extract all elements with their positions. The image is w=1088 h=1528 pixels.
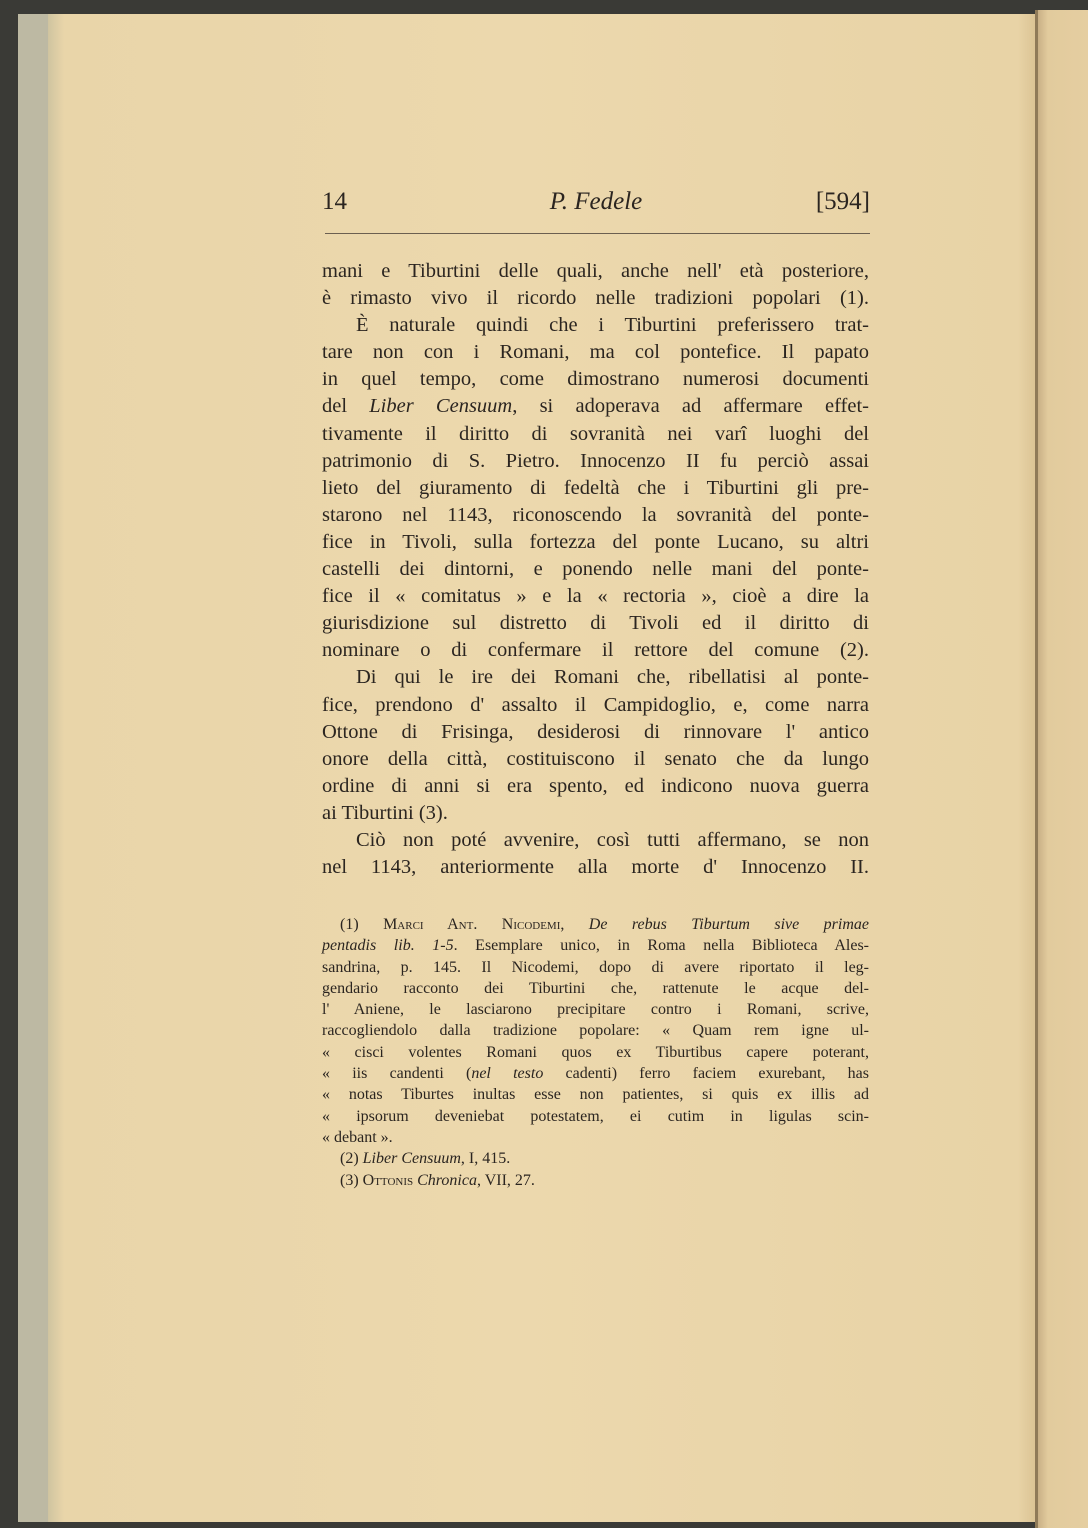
footnote-line: [322, 978, 869, 999]
text-segment: sandrina, p. 145. Il Nicodemi, dopo di avere riportato il leg-: [322, 958, 869, 976]
text-segment: « debant ».: [322, 1128, 393, 1146]
text-segment: fice, prendono d' assalto il Campidoglio, e, come narra: [322, 693, 869, 716]
text-segment: mani e Tiburtini delle quali, anche nell' età posteriore,: [322, 260, 869, 282]
page-fold: [1035, 10, 1038, 1528]
text-segment: fice il « comitatus » e la « rectoria », cioè a dire la: [322, 585, 869, 608]
text-segment: patrimonio di S. Pietro. Innocenzo II fu perciò assai: [322, 449, 869, 472]
text-segment: del: [322, 395, 370, 418]
next-page-edge: [1038, 10, 1088, 1528]
text-segment: (1): [340, 916, 384, 933]
text-segment: ordine di anni si era spento, ed indicono nuova guerra: [322, 774, 869, 797]
text-segment: starono nel 1143, riconoscendo la sovranità del ponte-: [322, 503, 869, 526]
body-line: [322, 475, 869, 502]
body-line: [322, 583, 869, 610]
footnote-line: [322, 957, 869, 978]
body-line: [322, 746, 869, 773]
body-line: [322, 285, 869, 312]
text-segment: (3): [340, 1171, 363, 1189]
text-segment: « iis candenti (: [322, 1065, 472, 1083]
footnote-line: [322, 1042, 869, 1063]
text-segment: onore della città, costituiscono il senato che da lungo: [322, 747, 869, 770]
text-segment: nel 1143, anteriormente alla morte d' Innocenzo II.: [322, 856, 869, 879]
text-segment: ai Tiburtini (3).: [322, 801, 448, 824]
text-segment: « cisci volentes Romani quos ex Tiburtibus capere poterant,: [322, 1043, 869, 1061]
text-segment: tare non con i Romani, ma col pontefice. Il papato: [322, 341, 869, 364]
text-segment: giurisdizione sul distretto di Tivoli ed il diritto di: [322, 612, 869, 635]
text-segment: l' Aniene, le lasciarono precipitare contro i Romani, scrive,: [322, 1001, 869, 1019]
text-segment: Ottone di Frisinga, desiderosi di rinnovare l' antico: [322, 720, 869, 743]
footnote-line: [322, 1020, 869, 1041]
body-line: [322, 773, 869, 800]
footnote-line: [322, 1063, 869, 1084]
body-line: [322, 366, 869, 393]
italic-text: pentadis lib. 1-5: [322, 937, 454, 955]
italic-text: Chronica: [417, 1171, 477, 1189]
footnote-line: [322, 1084, 869, 1105]
body-line: [322, 448, 869, 475]
text-segment: , VII, 27.: [476, 1171, 535, 1189]
body-line: [322, 719, 869, 746]
body-line: [322, 339, 869, 366]
text-segment: cadenti) ferro faciem exurebant, has: [543, 1065, 870, 1083]
text-segment: tivamente il diritto di sovranità nei varî luoghi del: [322, 422, 869, 445]
running-header: [322, 188, 870, 218]
footnote-line: [322, 935, 869, 956]
text-segment: gendario racconto dei Tiburtini che, rattenute le acque del-: [322, 979, 869, 997]
body-line: [322, 664, 869, 691]
italic-text: Liber Censuum: [369, 395, 513, 418]
body-line: [322, 637, 869, 664]
text-segment: Di qui le ire dei Romani che, ribellatisi al ponte-: [356, 666, 869, 689]
body-line: [322, 258, 869, 285]
body-line: [322, 556, 869, 583]
text-segment: castelli dei dintorni, e ponendo nelle mani del ponte-: [322, 558, 869, 581]
footnotes: [322, 914, 869, 1191]
text-segment: (2): [340, 1150, 363, 1168]
footnote-line: [322, 1148, 869, 1169]
text-segment: Ciò non poté avvenire, così tutti affermano, se non: [356, 828, 869, 851]
body-line: [322, 529, 869, 556]
footnote-line: [322, 914, 869, 935]
body-line: [322, 827, 869, 854]
body-line: [322, 800, 869, 827]
body-line: [322, 393, 869, 420]
text-segment: ,: [560, 916, 589, 933]
body-line: [322, 421, 869, 448]
binding-strip: [18, 14, 48, 1522]
body-text: [322, 258, 869, 881]
header-rule: [325, 233, 870, 234]
body-line: [322, 610, 869, 637]
text-segment: È naturale quindi che i Tiburtini preferissero trat-: [356, 314, 869, 337]
italic-text: De rebus Tiburtum sive primae: [588, 916, 869, 933]
text-segment: « notas Tiburtes inultas esse non patientes, si quis ex illis ad: [322, 1086, 869, 1104]
page-number: 14: [322, 188, 347, 215]
text-segment: « ipsorum deveniebat potestatem, ei cutim in ligulas scin-: [322, 1107, 869, 1125]
text-segment: fice in Tivoli, sulla fortezza del ponte Lucano, su altri: [322, 530, 869, 553]
text-segment: , I, 415.: [460, 1150, 511, 1168]
italic-text: Liber Censuum: [362, 1150, 461, 1168]
text-segment: lieto del giuramento di fedeltà che i Tiburtini gli pre-: [322, 476, 869, 499]
text-segment: in quel tempo, come dimostrano numerosi documenti: [322, 368, 869, 391]
small-caps-name: Marci Ant. Nicodemi: [383, 916, 561, 933]
text-segment: è rimasto vivo il ricordo nelle tradizioni popolari (1).: [322, 287, 869, 310]
small-caps-name: Ottonis: [362, 1171, 414, 1189]
italic-text: nel testo: [471, 1065, 544, 1083]
body-line: [322, 854, 869, 881]
footnote-line: [322, 1127, 869, 1148]
footnote-line: [322, 999, 869, 1020]
text-segment: nominare o di confermare il rettore del comune (2).: [322, 639, 869, 662]
text-segment: raccogliendolo dalla tradizione popolare: « Quam rem igne ul-: [322, 1022, 869, 1040]
body-line: [322, 312, 869, 339]
body-line: [322, 692, 869, 719]
text-segment: . Esemplare unico, in Roma nella Biblioteca Ales-: [453, 937, 869, 955]
footnote-line: [322, 1106, 869, 1127]
body-line: [322, 502, 869, 529]
footnote-line: [322, 1170, 869, 1191]
original-page-number: [594]: [815, 188, 870, 215]
text-segment: , si adoperava ad affermare effet-: [512, 395, 870, 418]
author-name: P. Fedele: [549, 188, 643, 215]
